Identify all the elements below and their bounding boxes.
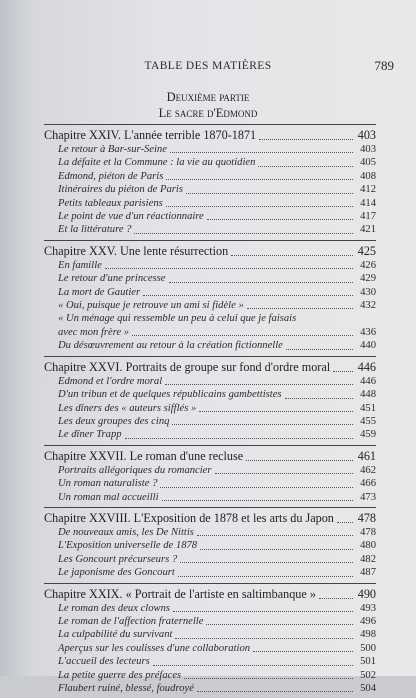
chapter-section (44, 124, 376, 237)
entry-page: 412 (360, 184, 376, 196)
entry-page: 432 (360, 300, 376, 312)
entry-page: 417 (360, 211, 376, 223)
entry-page: 440 (360, 340, 376, 352)
entry-row (44, 628, 376, 641)
entry-row (44, 566, 376, 579)
chapter-page: 461 (357, 448, 376, 463)
dot-leader (319, 598, 353, 599)
dot-leader (246, 460, 353, 461)
chapter-row (44, 359, 376, 375)
entry-label: Les deux groupes des cinq (58, 415, 170, 427)
entry-row (44, 402, 376, 415)
entry-label: « Oui, puisque je retrouve un ami si fidèle » (58, 300, 244, 312)
dot-leader (231, 255, 353, 256)
entry-label: Itinéraires du piéton de Paris (58, 184, 183, 196)
chapter-row (44, 586, 376, 602)
entry-page: 403 (360, 144, 376, 155)
entry-label: La culpabilité du survivant (58, 629, 173, 641)
entry-label-continued: avec mon frère » (58, 326, 130, 338)
chapter-title: Chapitre XXVIII. L'Exposition de 1878 et les arts du Japon (44, 510, 334, 525)
entry-row (44, 286, 376, 299)
entry-label: Le japonisme des Goncourt (58, 567, 175, 579)
chapter-section (44, 356, 376, 442)
entry-label: Et la littérature ? (58, 224, 132, 236)
entry-row (44, 272, 376, 285)
chapter-section (44, 445, 376, 504)
dot-leader (199, 411, 353, 412)
entry-row (44, 197, 376, 210)
entry-label: La mort de Gautier (58, 286, 141, 298)
entry-page: 455 (360, 415, 376, 427)
entry-row (44, 388, 376, 401)
entry-label: Les Goncourt précurseurs ? (58, 553, 178, 565)
entry-label: L'accueil des lecteurs (58, 656, 150, 668)
dot-leader (166, 179, 353, 180)
entry-row (44, 669, 376, 682)
entry-label: Aperçus sur les coulisses d'une collaboration (58, 642, 251, 654)
entry-row (44, 326, 376, 339)
dot-leader (143, 295, 353, 296)
entry-page: 421 (360, 224, 376, 236)
dot-leader (286, 349, 353, 350)
entry-label: La petite guerre des préfaces (58, 669, 182, 681)
entry-row (44, 415, 376, 428)
dot-leader (215, 473, 353, 474)
dot-leader (173, 611, 353, 612)
entry-label: La défaite et la Commune : la vie au quotidien (58, 157, 256, 169)
entry-page: 496 (360, 615, 376, 627)
dot-leader (160, 487, 353, 488)
entry-row (44, 143, 376, 156)
entry-page: 459 (360, 429, 376, 441)
entry-label: Le retour d'une princesse (58, 273, 166, 285)
chapter-title: Chapitre XXV. Une lente résurrection (44, 243, 229, 258)
dot-leader (180, 562, 353, 563)
chapter-title: Chapitre XXVI. Portraits de groupe sur fond d'ordre moral (44, 359, 331, 374)
dot-leader (125, 438, 353, 439)
entry-page: 436 (360, 326, 376, 338)
chapter-section (44, 240, 376, 353)
entry-page: 462 (360, 464, 376, 476)
dot-leader (197, 691, 353, 692)
entry-page: 446 (360, 375, 376, 387)
entry-label: Du désœuvrement au retour à la création fictionnelle (58, 340, 283, 352)
dot-leader (153, 665, 353, 666)
dot-leader (197, 535, 353, 536)
chapter-page: 425 (357, 243, 376, 258)
dot-leader (178, 576, 353, 577)
entry-row (44, 259, 376, 272)
entry-row (44, 526, 376, 539)
dot-leader (206, 624, 353, 625)
entry-page: 498 (360, 629, 376, 641)
entry-label: Le point de vue d'un réactionnaire (58, 211, 204, 223)
dot-leader (134, 233, 353, 234)
entry-label: L'Exposition universelle de 1878 (58, 540, 198, 552)
entry-row (44, 375, 376, 388)
entry-label: Petits tableaux parisiens (58, 197, 163, 209)
entry-page: 482 (360, 553, 376, 565)
entry-page: 478 (360, 526, 376, 538)
chapter-page: 478 (357, 510, 376, 525)
entry-label: Edmond et l'ordre moral (58, 375, 163, 387)
chapter-row (44, 448, 376, 464)
chapter-section (44, 583, 376, 696)
entry-page: 408 (360, 170, 376, 182)
entry-page: 500 (360, 642, 376, 654)
entry-label: En famille (58, 259, 102, 271)
dot-leader (169, 282, 354, 283)
dot-leader (186, 193, 353, 194)
entry-page: 493 (360, 602, 376, 614)
entry-page: 502 (360, 669, 376, 681)
dot-leader (258, 166, 353, 167)
dot-leader (259, 139, 353, 140)
table-of-contents (44, 124, 376, 698)
entry-label: Edmond, piéton de Paris (58, 170, 164, 182)
entry-row (44, 615, 376, 628)
chapter-title: Chapitre XXIV. L'année terrible 1870-1871 (44, 128, 257, 142)
dot-leader (165, 384, 353, 385)
entry-label: Un roman naturaliste ? (58, 478, 158, 490)
entry-page: 448 (360, 389, 376, 401)
entry-label: « Un ménage qui ressemble un peu à celui que je faisais (58, 313, 297, 325)
dot-leader (337, 522, 353, 523)
entry-page: 504 (360, 683, 376, 694)
entry-page: 430 (360, 286, 376, 298)
dot-leader (285, 398, 353, 399)
entry-row (44, 170, 376, 183)
entry-label: D'un tribun et de quelques républicains gambettistes (58, 389, 282, 401)
chapter-row (44, 243, 376, 259)
entry-page: 487 (360, 567, 376, 579)
dot-leader (172, 424, 353, 425)
dot-leader (132, 335, 353, 336)
entry-label: Le roman des deux clowns (58, 602, 171, 614)
entry-row (44, 312, 376, 325)
entry-page: 414 (360, 197, 376, 209)
entry-label: Le roman de l'affection fraternelle (58, 615, 204, 627)
dot-leader (162, 500, 353, 501)
entry-row (44, 539, 376, 552)
entry-row (44, 339, 376, 352)
entry-row (44, 156, 376, 169)
part-subtitle: Le sacre d'Edmond (158, 106, 258, 120)
entry-label: Un roman mal accueilli (58, 491, 159, 503)
entry-page: 480 (360, 540, 376, 552)
entry-page: 426 (360, 259, 376, 271)
dot-leader (166, 206, 353, 207)
chapter-section (44, 507, 376, 580)
chapter-title: Chapitre XXIX. « Portrait de l'artiste en saltimbanque » (44, 586, 316, 601)
entry-row (44, 223, 376, 236)
entry-row (44, 210, 376, 223)
dot-leader (184, 678, 353, 679)
dot-leader (253, 651, 353, 652)
dot-leader (247, 308, 353, 309)
chapter-title: Chapitre XXVII. Le roman d'une recluse (44, 448, 244, 463)
dot-leader (105, 268, 353, 269)
chapter-page: 446 (357, 359, 376, 374)
entry-row (44, 642, 376, 655)
entry-page: 501 (360, 656, 376, 668)
chapter-page: 490 (357, 586, 376, 601)
page-number: 789 (374, 58, 394, 73)
dot-leader (333, 371, 353, 372)
dot-leader (175, 638, 353, 639)
chapter-row (44, 510, 376, 526)
entry-row (44, 553, 376, 566)
entry-label: Le retour à Bar-sur-Seine (58, 144, 167, 155)
entry-row (44, 491, 376, 504)
entry-page: 405 (360, 157, 376, 169)
entry-row (44, 477, 376, 490)
entry-row (44, 602, 376, 615)
entry-label: Les dîners des « auteurs sifflés » (58, 402, 197, 414)
entry-row (44, 464, 376, 477)
dot-leader (200, 549, 353, 550)
entry-label: Portraits allégoriques du romancier (58, 464, 212, 476)
chapter-row (44, 127, 376, 143)
entry-row (44, 299, 376, 312)
entry-page: 473 (360, 491, 376, 503)
entry-row (44, 183, 376, 196)
entry-label: Le dîner Trapp (58, 429, 122, 441)
part-title: Deuxième partie (166, 90, 250, 104)
entry-label: Flaubert ruiné, blessé, foudroyé (58, 683, 194, 694)
entry-page: 451 (360, 402, 376, 414)
chapter-page: 403 (357, 128, 376, 142)
entry-row (44, 655, 376, 668)
entry-row (44, 682, 376, 695)
entry-row (44, 428, 376, 441)
dot-leader (170, 152, 353, 153)
entry-page: 466 (360, 478, 376, 490)
entry-label: De nouveaux amis, les De Nittis (58, 526, 194, 538)
dot-leader (207, 219, 353, 220)
entry-page: 429 (360, 273, 376, 285)
running-title: TABLE DES MATIÈRES (144, 60, 272, 72)
